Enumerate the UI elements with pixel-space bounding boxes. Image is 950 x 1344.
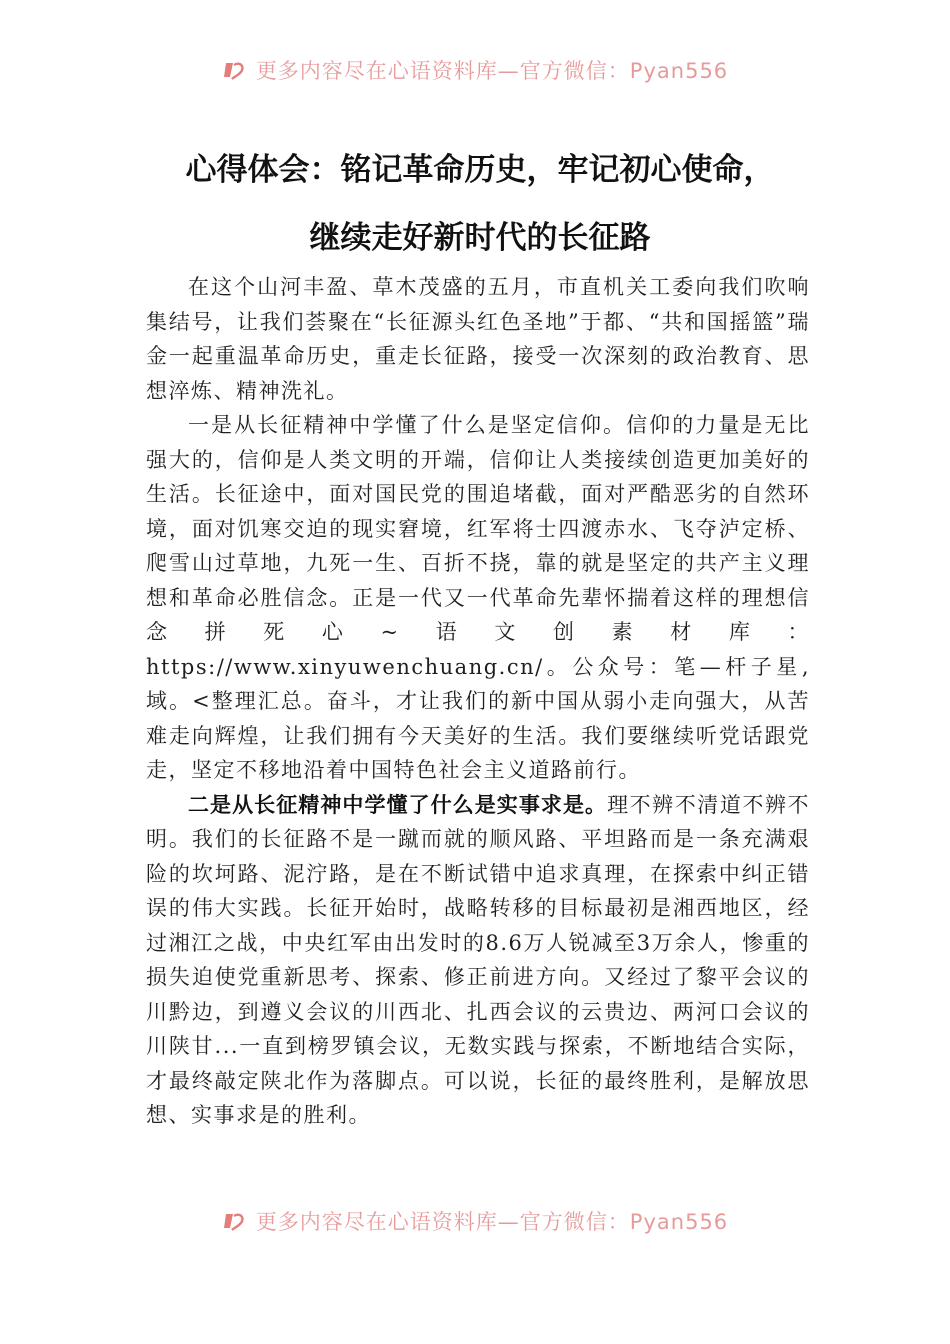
paragraph-seek-truth-heading: 二是从长征精神中学懂了什么是实事求是。	[188, 792, 608, 817]
paragraph-firm-belief-text: 一是从长征精神中学懂了什么是坚定信仰。信仰的力量是无比强大的，信仰是人类文明的开端，信仰让人类接续创造更加美好的生活。长征途中，面对国民党的围追堵截，面对严酷恶劣的自然环境，面对饥寒交迫的现实窘境，红军将士四渡赤水、飞夺泸定桥、爬雪山过草地，九死一生、百折不挠，靠的就是坚定的共产主义理想和革命必胜信念。正是一代又一代革命先辈怀揣着这样的理想信念拼死心~语文创素材库：https://www.xinyuwenchuang.cn/。公众号：笔—杆子星,域。<整理汇总。奋斗，才让我们的新中国从弱小走向强大，从苦难走向辉煌，让我们拥有今天美好的生活。我们要继续听党话跟党走，坚定不移地沿着中国特色社会主义道路前行。	[146, 413, 810, 782]
watermark-text: 更多内容尽在心语资料库—官方微信：Pyan556	[255, 1210, 729, 1234]
paragraph-seek-truth-text: 理不辨不清道不辨不明。我们的长征路不是一蹴而就的顺风路、平坦路而是一条充满艰险的坎坷路、泥泞路，是在不断试错中追求真理，在探索中纠正错误的伟大实践。长征开始时，战略转移的目标最初是湘西地区，经过湘江之战，中央红军由出发时的8.6万人锐减至3万余人，惨重的损失迫使党重新思考、探索、修正前进方向。又经过了黎平会议的川黔边，到遵义会议的川西北、扎西会议的云贵边、两河口会议的川陕甘...一直到榜罗镇会议，无数实践与探索，不断地结合实际，才最终敲定陕北作为落脚点。可以说，长征的最终胜利，是解放思想、实事求是的胜利。	[146, 792, 811, 1127]
paragraph-intro	[146, 270, 810, 408]
paragraph-seek-truth	[146, 788, 810, 1133]
page-title-line-2: 继续走好新时代的长征路	[309, 220, 651, 256]
page-title-line-1: 心得体会：铭记革命历史，牢记初心使命，	[185, 152, 775, 188]
watermark-logo-icon	[222, 1210, 248, 1232]
footer-watermark	[0, 1207, 950, 1235]
paragraph-intro-text: 在这个山河丰盈、草木茂盛的五月，市直机关工委向我们吹响集结号，让我们荟聚在“长征源头红色圣地”于都、“共和国摇篮”瑞金一起重温革命历史，重走长征路，接受一次深刻的政治教育、思想淬炼、精神洗礼。	[146, 275, 810, 403]
watermark-text: 更多内容尽在心语资料库—官方微信：Pyan556	[255, 59, 729, 83]
watermark-logo-icon	[222, 59, 248, 81]
header-watermark	[0, 56, 950, 84]
article-body	[146, 270, 810, 1133]
paragraph-firm-belief	[146, 408, 810, 788]
